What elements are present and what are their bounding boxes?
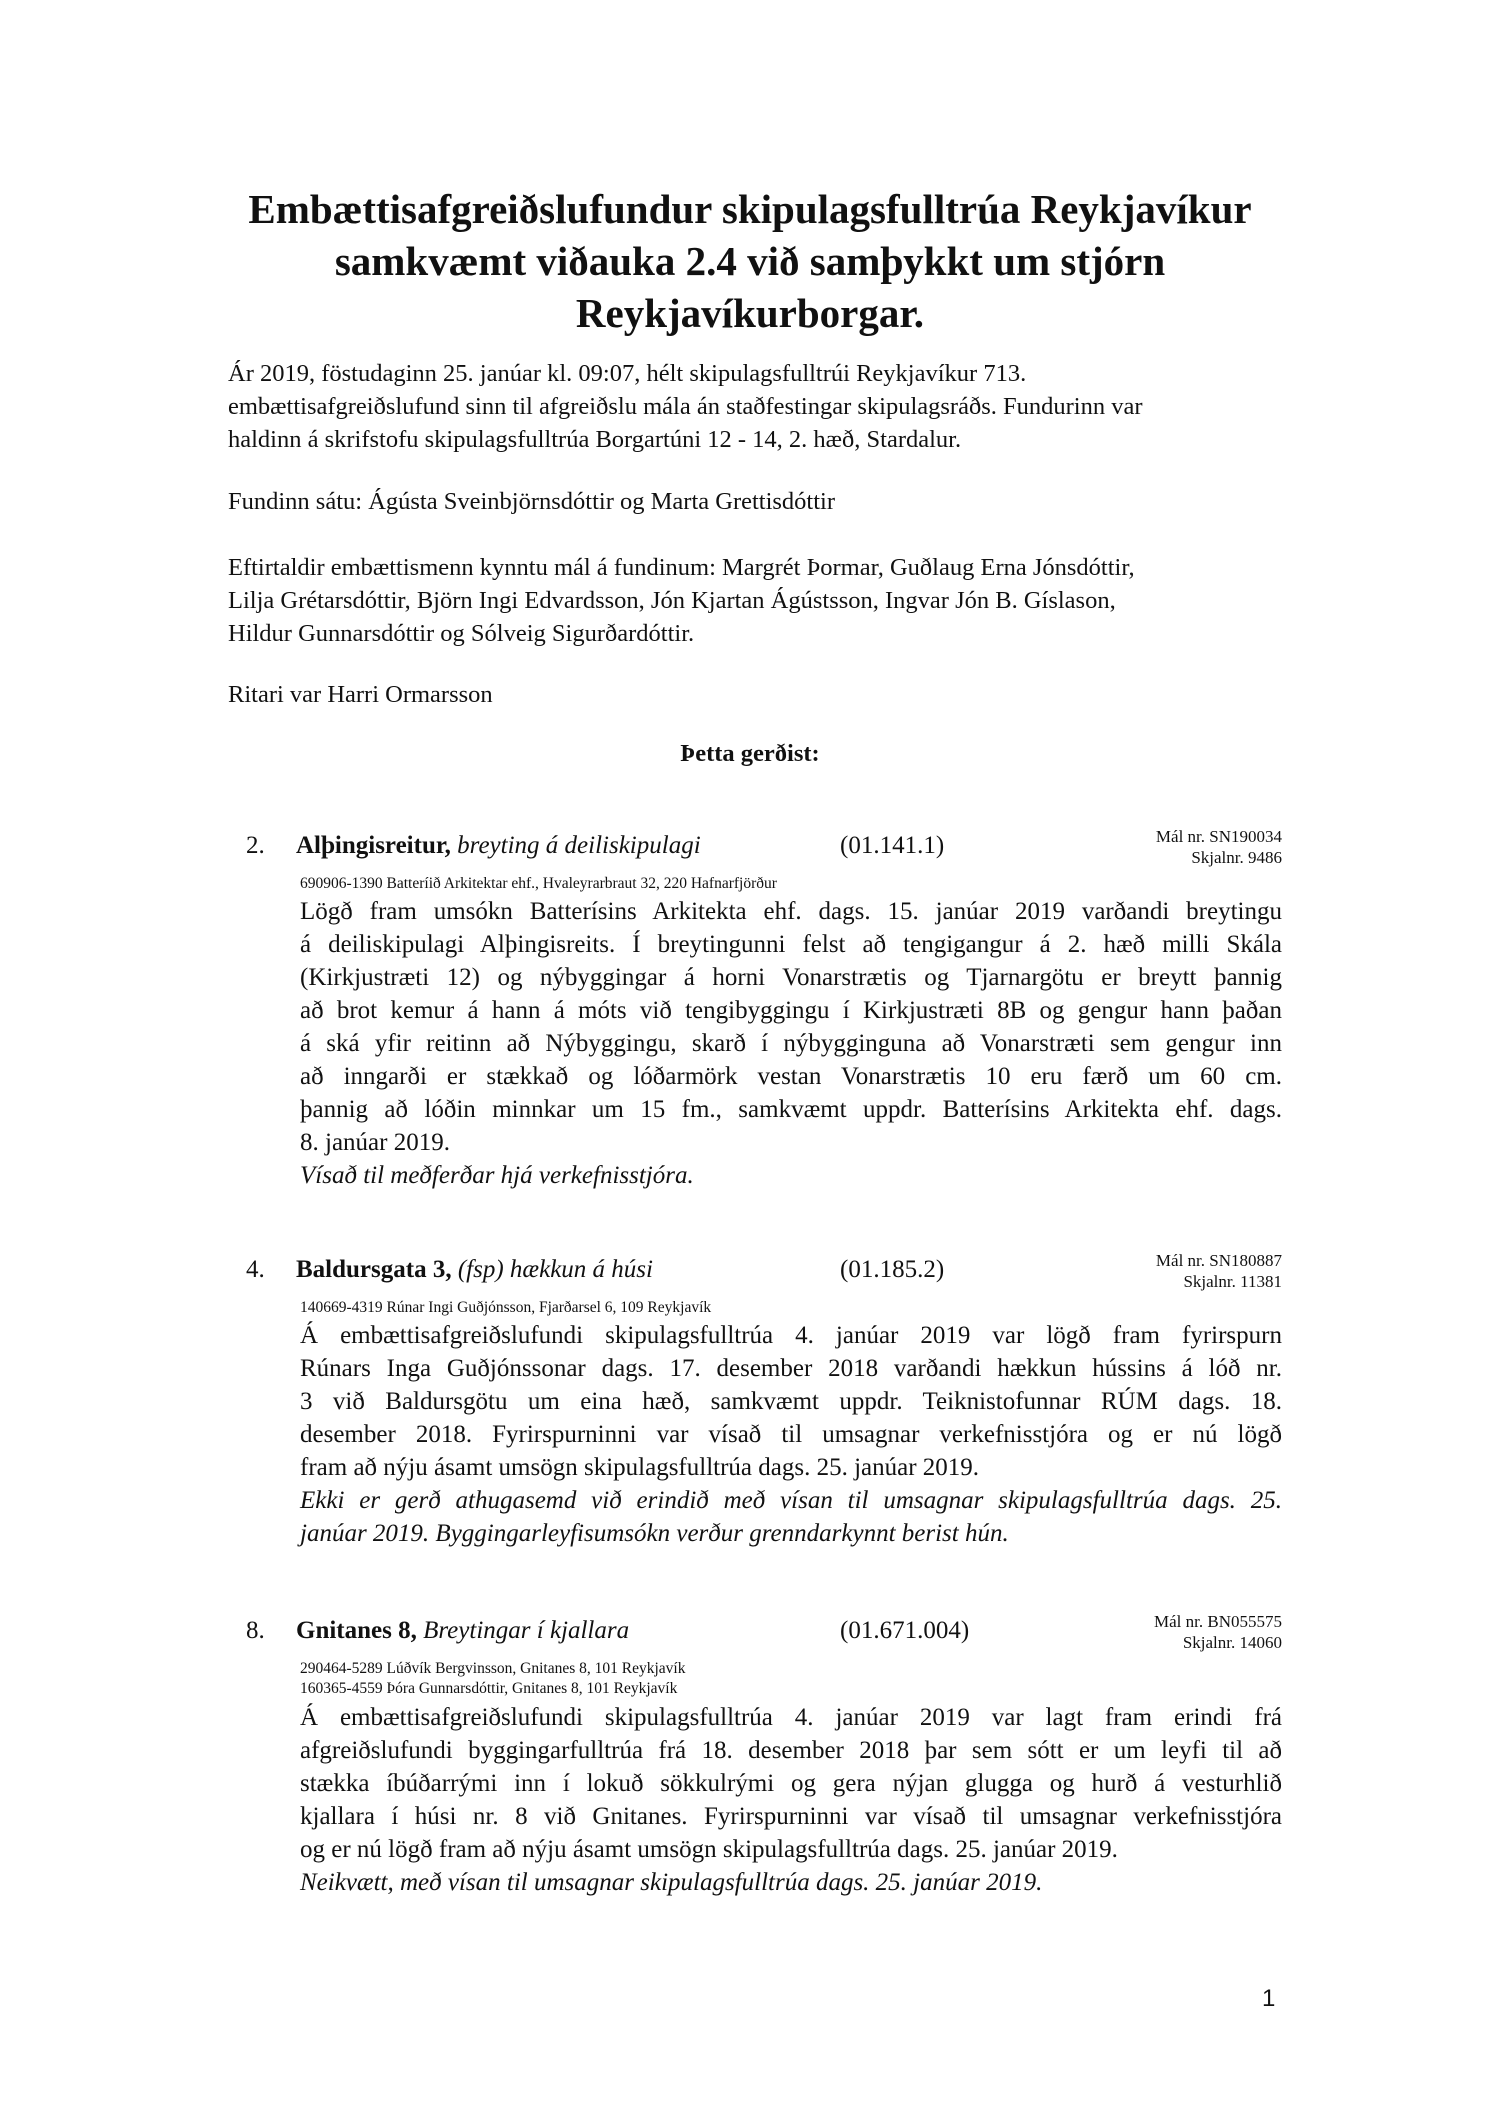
- body-line: og er nú lögð fram að nýju ásamt umsögn skipulagsfulltrúa dags. 25. janúar 2019.: [300, 1836, 1118, 1863]
- case-resolution: Vísað til meðferðar hjá verkefnisstjóra.: [300, 1162, 694, 1189]
- document-title: [180, 183, 1320, 339]
- case-number: 8.: [246, 1617, 265, 1644]
- doc-no: Skjalnr. 11381: [1183, 1272, 1282, 1291]
- title-line: Embættisafgreiðslufundur skipulagsfulltrúa Reykjavíkur: [248, 186, 1252, 232]
- officials: [228, 551, 1288, 650]
- body-line: þannig að lóðin minnkar um 15 fm., samkvæmt uppdr. Batterísins Arkitekta ehf. dags.: [300, 1096, 1282, 1123]
- body-line: Á embættisafgreiðslufundi skipulagsfulltrúa 4. janúar 2019 var lögð fram fyrirspurn: [300, 1322, 1282, 1349]
- case-body: [300, 1701, 1282, 1899]
- title-line: samkvæmt viðauka 2.4 við samþykkt um stjórn: [334, 238, 1166, 284]
- case-land-code: (01.671.004): [840, 1617, 970, 1644]
- case-resolution: Ekki er gerð athugasemd við erindið með vísan til umsagnar skipulagsfulltrúa dags. 25.: [300, 1487, 1282, 1514]
- body-line: (Kirkjustræti 12) og nýbyggingar á horni Vonarstrætis og Tjarnargötu er breytt þannig: [300, 964, 1282, 991]
- attendees-text: Fundinn sátu: Ágústa Sveinbjörnsdóttir og Marta Grettisdóttir: [228, 488, 836, 515]
- case-name: Baldursgata 3,: [296, 1256, 452, 1283]
- attendees: [228, 485, 1288, 518]
- page-number: 1: [1262, 1985, 1276, 2012]
- case-resolution: janúar 2019. Byggingarleyfisumsókn verður grenndarkynnt berist hún.: [300, 1520, 1009, 1547]
- case-name: Alþingisreitur,: [296, 832, 451, 859]
- doc-no: Skjalnr. 14060: [1182, 1633, 1282, 1652]
- secretary-text: Ritari var Harri Ormarsson: [228, 681, 493, 708]
- party: 290464-5289 Lúðvík Bergvinsson, Gnitanes 8, 101 Reykjavík: [300, 1660, 686, 1677]
- intro-line: embættisafgreiðslufund sinn til afgreiðslu mála án staðfestingar skipulagsráðs. Fundurinn var: [228, 393, 1143, 420]
- case-land-code: (01.185.2): [840, 1256, 945, 1283]
- party: 690906-1390 Batteríið Arkitektar ehf., Hvaleyrarbraut 32, 220 Hafnarfjörður: [300, 875, 777, 892]
- officials-line: Eftirtaldir embættismenn kynntu mál á fundinum: Margrét Þormar, Guðlaug Erna Jónsdóttir,: [228, 554, 1135, 581]
- body-line: fram að nýju ásamt umsögn skipulagsfulltrúa dags. 25. janúar 2019.: [300, 1454, 980, 1481]
- section-heading: Þetta gerðist:: [680, 740, 820, 767]
- case-meta: [1156, 1250, 1282, 1292]
- case-title: [296, 1617, 629, 1645]
- case-parties: [300, 1298, 711, 1318]
- meeting-intro: [228, 357, 1288, 456]
- case-body: [300, 1319, 1282, 1550]
- body-line: að brot kemur á hann á móts við tengibyggingu í Kirkjustræti 8B og gengur hann þaðan: [300, 997, 1282, 1024]
- body-line: á deiliskipulagi Alþingisreits. Í breytingunni felst að tengigangur á 2. hæð milli Skála: [300, 931, 1282, 958]
- case-title: [296, 1256, 653, 1284]
- case-no: Mál nr. SN180887: [1155, 1251, 1282, 1270]
- case-no: Mál nr. BN055575: [1154, 1612, 1282, 1631]
- intro-line: haldinn á skrifstofu skipulagsfulltrúa Borgartúni 12 - 14, 2. hæð, Stardalur.: [228, 426, 962, 453]
- body-line: 3 við Baldursgötu um eina hæð, samkvæmt uppdr. Teiknistofunnar RÚM dags. 18.: [300, 1388, 1282, 1415]
- case-body: [300, 895, 1282, 1192]
- body-line: 8. janúar 2019.: [300, 1129, 450, 1156]
- title-line: Reykjavíkurborgar.: [575, 290, 925, 336]
- intro-line: Ár 2019, föstudaginn 25. janúar kl. 09:07, hélt skipulagsfulltrúi Reykjavíkur 713.: [228, 360, 1027, 387]
- case-resolution: Neikvætt, með vísan til umsagnar skipulagsfulltrúa dags. 25. janúar 2019.: [300, 1869, 1043, 1896]
- party: 140669-4319 Rúnar Ingi Guðjónsson, Fjarðarsel 6, 109 Reykjavík: [300, 1299, 712, 1316]
- case-number: 2.: [246, 832, 265, 859]
- case-parties: [300, 1659, 685, 1699]
- case-meta: [1156, 826, 1282, 868]
- case-name: Gnitanes 8,: [296, 1617, 417, 1644]
- doc-no: Skjalnr. 9486: [1191, 848, 1282, 867]
- secretary: [228, 678, 1288, 711]
- case-land-code: (01.141.1): [840, 832, 945, 859]
- case-subject: (fsp) hækkun á húsi: [457, 1256, 653, 1283]
- case-no: Mál nr. SN190034: [1155, 827, 1282, 846]
- officials-line: Hildur Gunnarsdóttir og Sólveig Sigurðardóttir.: [228, 620, 695, 647]
- officials-line: Lilja Grétarsdóttir, Björn Ingi Edvardsson, Jón Kjartan Ágústsson, Ingvar Jón B. Gíslason,: [228, 587, 1116, 614]
- body-line: að inngarði er stækkað og lóðarmörk vestan Vonarstrætis 10 eru færð um 60 cm.: [300, 1063, 1282, 1090]
- body-line: Lögð fram umsókn Batterísins Arkitekta ehf. dags. 15. janúar 2019 varðandi breytingu: [300, 898, 1282, 925]
- body-line: afgreiðslufundi byggingarfulltrúa frá 18. desember 2018 þar sem sótt er um leyfi til að: [300, 1737, 1282, 1764]
- case-parties: [300, 874, 777, 894]
- party: 160365-4559 Þóra Gunnarsdóttir, Gnitanes 8, 101 Reykjavík: [300, 1680, 678, 1697]
- case-number: 4.: [246, 1256, 265, 1283]
- case-subject: breyting á deiliskipulagi: [457, 832, 701, 859]
- body-line: á ská yfir reitinn að Nýbyggingu, skarð í nýbygginguna að Vonarstræti sem gengur inn: [300, 1030, 1282, 1057]
- body-line: desember 2018. Fyrirspurninni var vísað til umsagnar verkefnisstjóra og er nú lögð: [300, 1421, 1282, 1448]
- body-line: kjallara í húsi nr. 8 við Gnitanes. Fyrirspurninni var vísað til umsagnar verkefnisstjóra: [300, 1803, 1282, 1830]
- case-title: [296, 832, 701, 860]
- case-meta: [1154, 1611, 1282, 1653]
- body-line: Á embættisafgreiðslufundi skipulagsfulltrúa 4. janúar 2019 var lagt fram erindi frá: [300, 1704, 1282, 1731]
- case-subject: Breytingar í kjallara: [423, 1617, 630, 1644]
- body-line: stækka íbúðarrými inn í lokuð sökkulrými og gera nýjan glugga og hurð á vesturhlið: [300, 1770, 1282, 1797]
- body-line: Rúnars Inga Guðjónssonar dags. 17. desember 2018 varðandi hækkun hússins á lóð nr.: [300, 1355, 1282, 1382]
